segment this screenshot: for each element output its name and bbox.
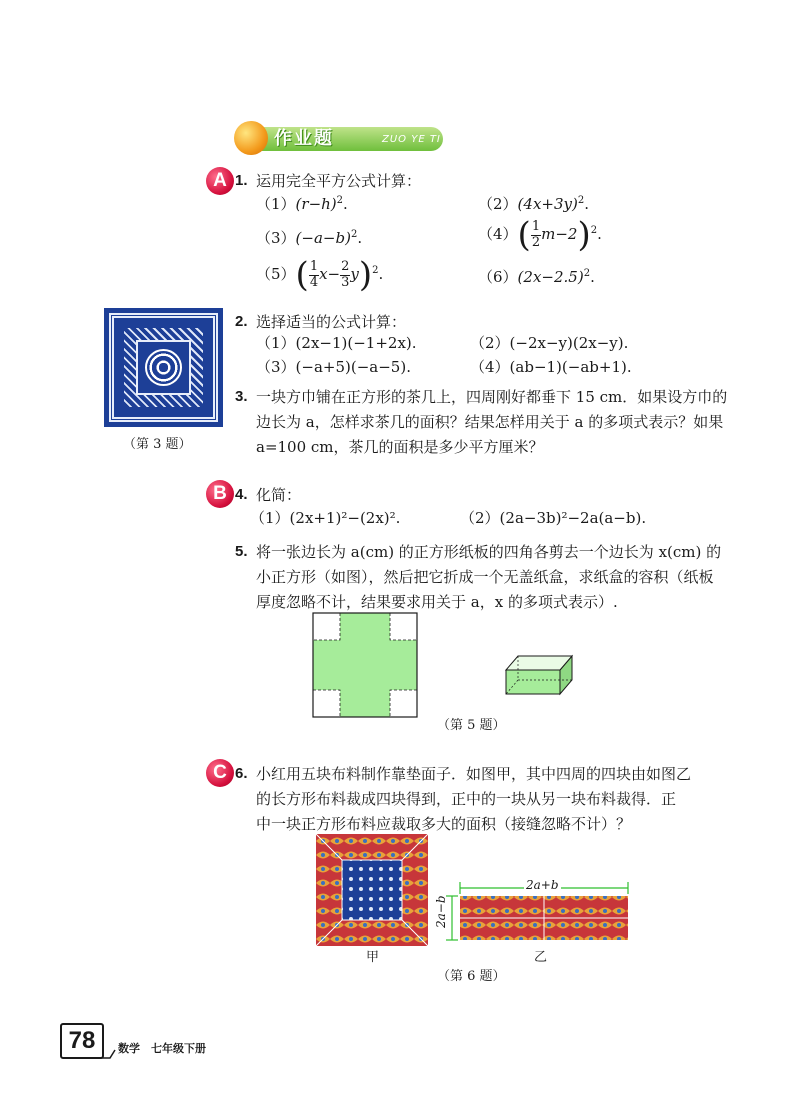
problem-1-stem: 运用完全平方公式计算：: [256, 172, 422, 190]
p1-item-3: $(3)(-a-b)^2$.: [256, 229, 363, 247]
section-title: 作业题: [274, 128, 334, 149]
problem-3-line-3: a=100 cm，茶几的面积是多少平方厘米？: [256, 438, 544, 456]
problem-5-line-1: 将一张边长为 a(cm) 的正方形纸板的四角各剪去一个边长为 x(cm) 的: [256, 543, 722, 561]
p2-item-1: （1）(2x−1)(−1+2x).: [256, 334, 417, 352]
problem-5-line-2: 小正方形（如图），然后把它折成一个无盖纸盒，求纸盒的容积（纸板: [256, 568, 714, 586]
level-a-badge-icon: A: [206, 167, 234, 195]
tablecloth-figure: [104, 308, 223, 427]
dimension-2a-plus-b: 2a+b: [526, 878, 559, 892]
p1-item-4: （4）( $\frac{1}{2}$ m−2)$^2$.: [478, 215, 602, 255]
page-number: 78: [60, 1023, 104, 1059]
flower-medallion-icon: [145, 349, 182, 386]
p1-item-2: $(2)(4x+3y)^2$.: [478, 195, 589, 213]
open-box-figure: [502, 652, 574, 696]
problem-3-line-2: 边长为 a，怎样求茶几的面积？结果怎样用关于 a 的多项式表示？如果: [256, 413, 724, 431]
figure-6-caption: （第 6 题）: [437, 969, 506, 984]
problem-2-stem: 选择适当的公式计算：: [256, 313, 407, 331]
cut-square-figure: [312, 612, 418, 718]
figure-5-caption: （第 5 题）: [437, 718, 506, 733]
problem-2-number: 2.: [235, 313, 248, 330]
p1-item-1: $(1)(r-h)^2$.: [256, 195, 348, 213]
p2-item-4: （4）(ab−1)(−ab+1).: [470, 358, 632, 376]
problem-6-line-3: 中一块正方形布料应裁取多大的面积（接缝忽略不计）？: [256, 815, 632, 833]
problem-6-line-2: 的长方形布料裁成四块得到，正中的一块从另一块布料裁得．正: [256, 790, 677, 808]
cushion-figure-jia: [316, 834, 428, 946]
dimension-2a-minus-b: 2a−b: [434, 895, 448, 928]
book-title: 数学 七年级下册: [118, 1042, 206, 1055]
section-pinyin: ZUO YE TI: [382, 134, 441, 145]
problem-6-line-1: 小红用五块布料制作靠垫面子．如图甲，其中四周的四块由如图乙: [256, 765, 692, 783]
p2-item-3: （3）(−a+5)(−a−5).: [256, 358, 411, 376]
label-yi: 乙: [534, 950, 548, 965]
p4-item-2: （2）(2a−3b)²−2a(a−b).: [460, 509, 647, 527]
p1-item-6: $(6)(2x-2.5)^2$.: [478, 268, 595, 286]
p4-item-1: （1）(2x+1)²−(2x)².: [250, 509, 401, 527]
problem-3-number: 3.: [235, 388, 248, 405]
p1-item-5: （5）( $\frac{1}{4}$ x− $\frac{2}{3}$ y)$^2$.: [256, 255, 384, 295]
figure-3-caption: （第 3 题）: [123, 437, 192, 452]
problem-5-line-3: 厚度忽略不计，结果要求用关于 a，x 的多项式表示）.: [256, 593, 618, 611]
problem-5-number: 5.: [235, 543, 248, 560]
label-jia: 甲: [366, 950, 380, 965]
problem-6-number: 6.: [235, 765, 248, 782]
problem-4-stem: 化简：: [256, 486, 302, 504]
problem-4-number: 4.: [235, 486, 248, 503]
p2-item-2: （2）(−2x−y)(2x−y).: [470, 334, 629, 352]
problem-1-number: 1.: [235, 172, 248, 189]
level-b-badge-icon: B: [206, 480, 234, 508]
page-corner-tab-icon: [98, 1040, 116, 1060]
orange-ball-icon: [234, 121, 268, 155]
level-c-badge-icon: C: [206, 759, 234, 787]
problem-3-line-1: 一块方巾铺在正方形的茶几上，四周刚好都垂下 15 cm．如果设方巾的: [256, 388, 728, 406]
